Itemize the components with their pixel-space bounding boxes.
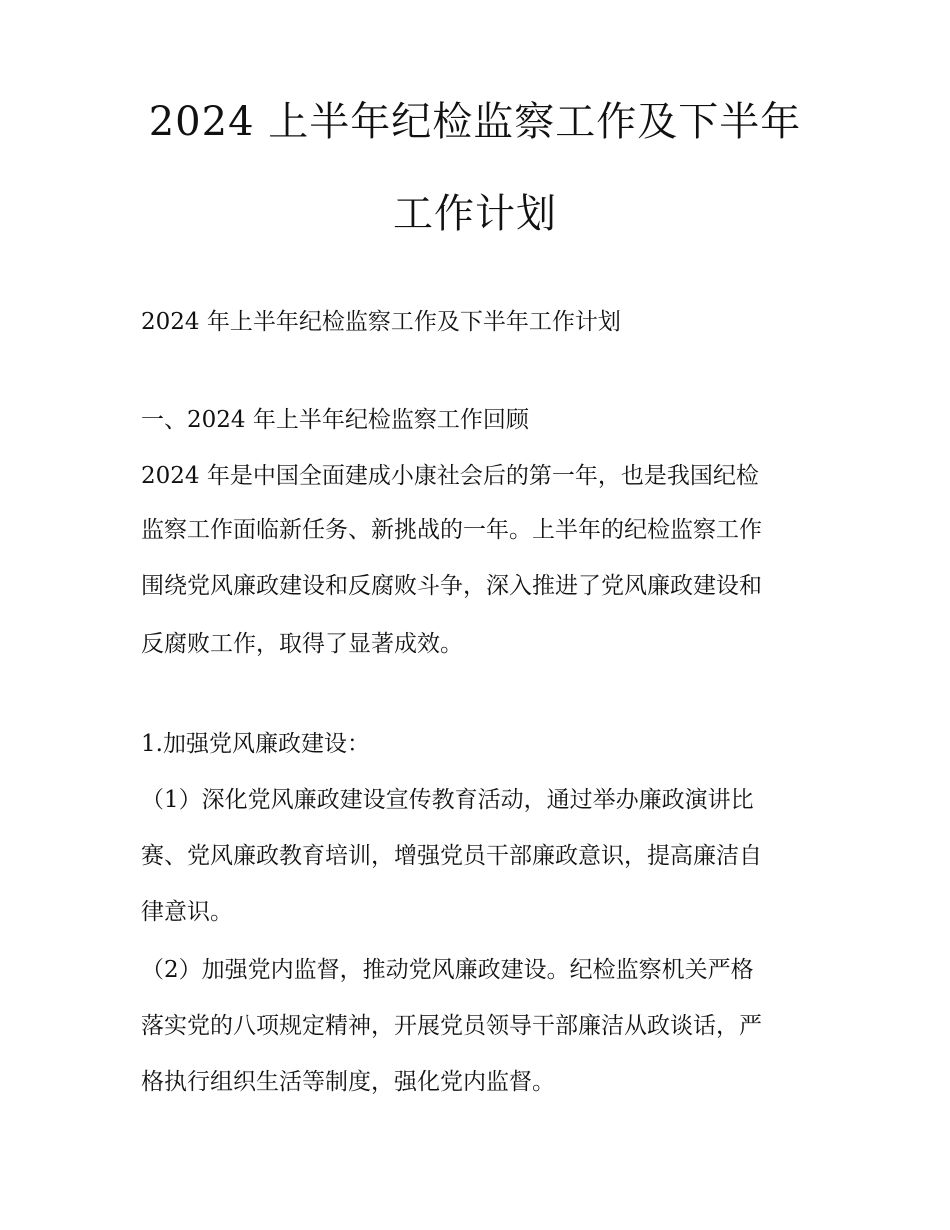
item-1-2-line: （2）加强党内监督，推动党风廉政建设。纪检监察机关严格: [141, 957, 754, 983]
section-heading: 一、2024 年上半年纪检监察工作回顾: [141, 407, 529, 433]
item-1-2-line: 格执行组织生活等制度，强化党内监督。: [141, 1069, 555, 1095]
document-subtitle: 2024 年上半年纪检监察工作及下半年工作计划: [141, 309, 621, 335]
item-1-1-line: 律意识。: [141, 899, 233, 925]
item-1-1-line: （1）深化党风廉政建设宣传教育活动，通过举办廉政演讲比: [141, 787, 754, 813]
document-title-line-1: 2024 上半年纪检监察工作及下半年: [148, 99, 802, 145]
item-heading: 1.加强党风廉政建设：: [141, 731, 370, 757]
intro-line: 2024 年是中国全面建成小康社会后的第一年，也是我国纪检: [141, 463, 759, 489]
item-1-1-line: 赛、党风廉政教育培训，增强党员干部廉政意识，提高廉洁自: [141, 843, 762, 869]
intro-line: 监察工作面临新任务、新挑战的一年。上半年的纪检监察工作: [141, 517, 762, 543]
intro-line: 围绕党风廉政建设和反腐败斗争，深入推进了党风廉政建设和: [141, 573, 762, 599]
intro-line: 反腐败工作，取得了显著成效。: [141, 631, 463, 657]
item-1-2-line: 落实党的八项规定精神，开展党员领导干部廉洁从政谈话，严: [141, 1013, 762, 1039]
document-title-line-2: 工作计划: [393, 191, 557, 237]
